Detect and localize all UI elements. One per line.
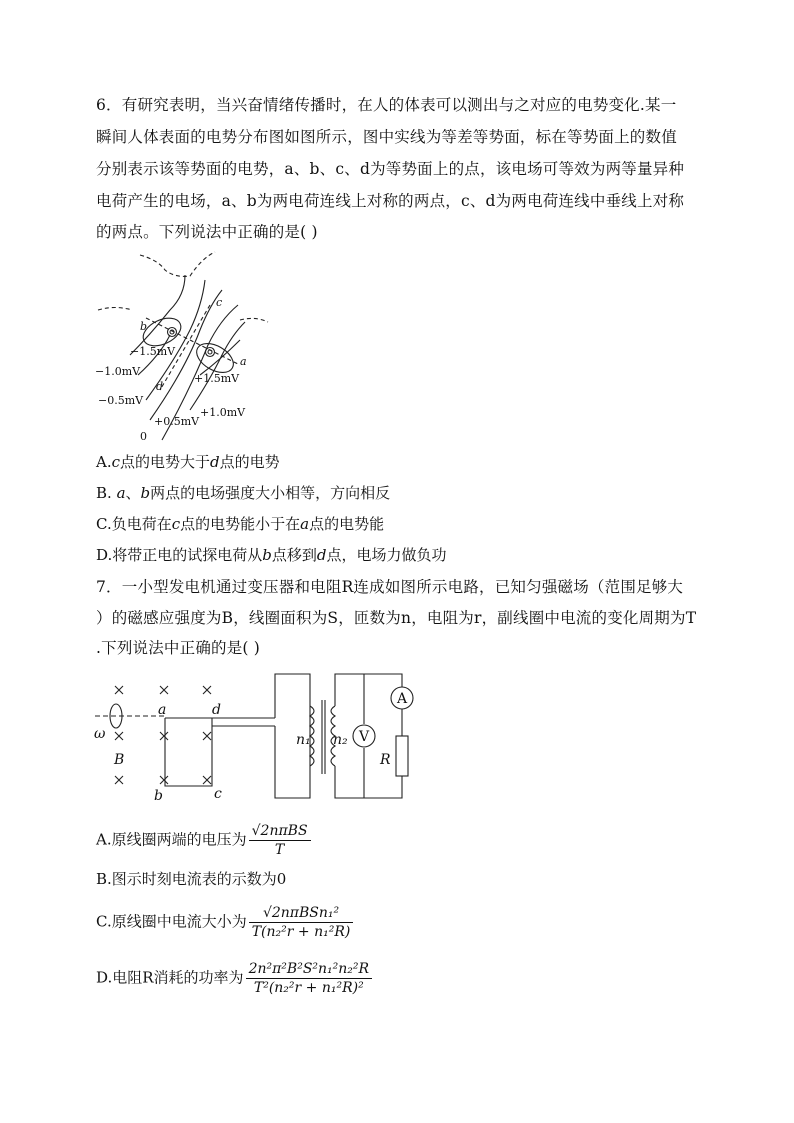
coil-c-label: c bbox=[214, 786, 222, 802]
q7-option-a-numerator: √2nπBS bbox=[249, 822, 311, 841]
q7-line-1: 7．一小型发电机通过变压器和电阻R连成如图所示电路，已知匀强磁场（范围足够大 bbox=[96, 578, 684, 596]
label-neg-1-0mV: −1.0mV bbox=[95, 365, 141, 378]
q7-option-d-text: D.电阻R消耗的功率为 bbox=[96, 968, 244, 987]
label-pos-1-0mV: +1.0mV bbox=[200, 406, 246, 419]
q6-option-d-suffix: 点，电场力做负功 bbox=[326, 546, 447, 564]
voltmeter-label: V bbox=[358, 729, 370, 745]
q7-line-2: ）的磁感应强度为B，线圈面积为S，匝数为n，电阻为r，副线圈中电流的变化周期为T bbox=[96, 609, 697, 627]
q6-option-a-var1: c bbox=[111, 453, 121, 471]
q7-option-d-fraction bbox=[246, 960, 372, 997]
q6-line-3: 分别表示该等势面的电势，a、b、c、d为等势面上的点，该电场可等效为两等量异种 bbox=[96, 160, 685, 178]
q7-option-c-denominator: T(n₂²r + n₁²R) bbox=[251, 924, 351, 940]
q6-line-5: 的两点。下列说法中正确的是( ) bbox=[96, 223, 318, 241]
q6-option-b-prefix: B. bbox=[96, 484, 117, 502]
q7-option-a-text: A.原线圈两端的电压为 bbox=[96, 830, 247, 849]
q7-option-d bbox=[96, 960, 372, 997]
q7-option-c bbox=[96, 904, 353, 941]
label-neg-1-5mV: −1.5mV bbox=[130, 345, 176, 358]
q6-option-b-var1: a bbox=[116, 484, 126, 502]
label-neg-0-5mV: −0.5mV bbox=[98, 394, 144, 407]
q7-option-a-fraction bbox=[249, 822, 311, 859]
q7-option-a bbox=[96, 822, 311, 859]
q6-option-b-suffix: 两点的电场强度大小相等，方向相反 bbox=[150, 484, 391, 502]
q7-option-d-numerator: 2n²π²B²S²n₁²n₂²R bbox=[246, 960, 372, 979]
q7-option-b: B.图示时刻电流表的示数为0 bbox=[96, 870, 287, 888]
q6-line-4: 电荷产生的电场，a、b为两电荷连线上对称的两点，c、d为两电荷连线中垂线上对称 bbox=[96, 192, 685, 210]
q6-option-a-var2: d bbox=[210, 453, 220, 471]
field-crosses bbox=[115, 686, 211, 784]
n1-label: n₁ bbox=[296, 732, 311, 748]
label-pos-1-5mV: +1.5mV bbox=[194, 372, 240, 385]
point-d-label: d bbox=[156, 380, 164, 393]
label-pos-0-5mV: +0.5mV bbox=[154, 415, 200, 428]
q6-option-c-prefix: C.负电荷在 bbox=[96, 515, 172, 533]
q6-option-c-var2: a bbox=[300, 515, 310, 533]
q6-option-a-suffix: 点的电势 bbox=[219, 453, 280, 471]
q7-option-c-text: C.原线圈中电流大小为 bbox=[96, 912, 247, 931]
q7-option-d-denominator: T²(n₂²r + n₁²R)² bbox=[253, 980, 364, 996]
q6-option-a bbox=[96, 451, 280, 473]
q6-option-c-mid: 点的电势能小于在 bbox=[180, 515, 301, 533]
q6-option-b-var2: b bbox=[140, 484, 151, 502]
q6-option-c-var1: c bbox=[171, 515, 181, 533]
q7-option-a-denominator: T bbox=[274, 842, 285, 858]
q7-option-c-fraction bbox=[249, 904, 354, 941]
q6-line-1: 6．有研究表明，当兴奋情绪传播时，在人的体表可以测出与之对应的电势变化.某一 bbox=[96, 96, 677, 114]
field-b-label: B bbox=[114, 752, 125, 768]
omega-label: ω bbox=[94, 726, 106, 742]
ammeter-label: A bbox=[396, 691, 408, 707]
q6-option-a-prefix: A. bbox=[96, 453, 112, 471]
coil-b-label: b bbox=[154, 788, 163, 804]
resistor-r-label: R bbox=[380, 752, 391, 768]
n2-label: n₂ bbox=[333, 732, 348, 748]
point-a-label: a bbox=[240, 355, 247, 368]
q6-line-2: 瞬间人体表面的电势分布图如图所示，图中实线为等差等势面，标在等势面上的数值 bbox=[96, 128, 677, 146]
q6-option-d-prefix: D.将带正电的试探电荷从 bbox=[96, 546, 263, 564]
q6-option-d-var2: d bbox=[316, 546, 327, 564]
q6-option-d-mid: 点移到 bbox=[271, 546, 317, 564]
coil-d-label: d bbox=[212, 702, 221, 718]
q6-equipotential-figure bbox=[90, 250, 280, 445]
q6-option-d bbox=[96, 544, 447, 566]
q6-option-a-mid: 点的电势大于 bbox=[120, 453, 211, 471]
q7-circuit-figure bbox=[90, 670, 430, 810]
q6-option-c-suffix: 点的电势能 bbox=[309, 515, 385, 533]
q6-option-b bbox=[96, 482, 390, 504]
point-c-label: c bbox=[216, 296, 223, 309]
q6-option-d-var1: b bbox=[262, 546, 272, 564]
q6-option-b-mid: 、 bbox=[125, 484, 141, 502]
coil-a-label: a bbox=[158, 702, 167, 718]
q7-option-c-numerator: √2nπBSn₁² bbox=[249, 904, 354, 923]
label-zero: 0 bbox=[140, 430, 147, 443]
q6-option-c bbox=[96, 513, 384, 535]
q7-line-3: .下列说法中正确的是( ) bbox=[96, 639, 261, 657]
point-b-label: b bbox=[140, 320, 148, 333]
